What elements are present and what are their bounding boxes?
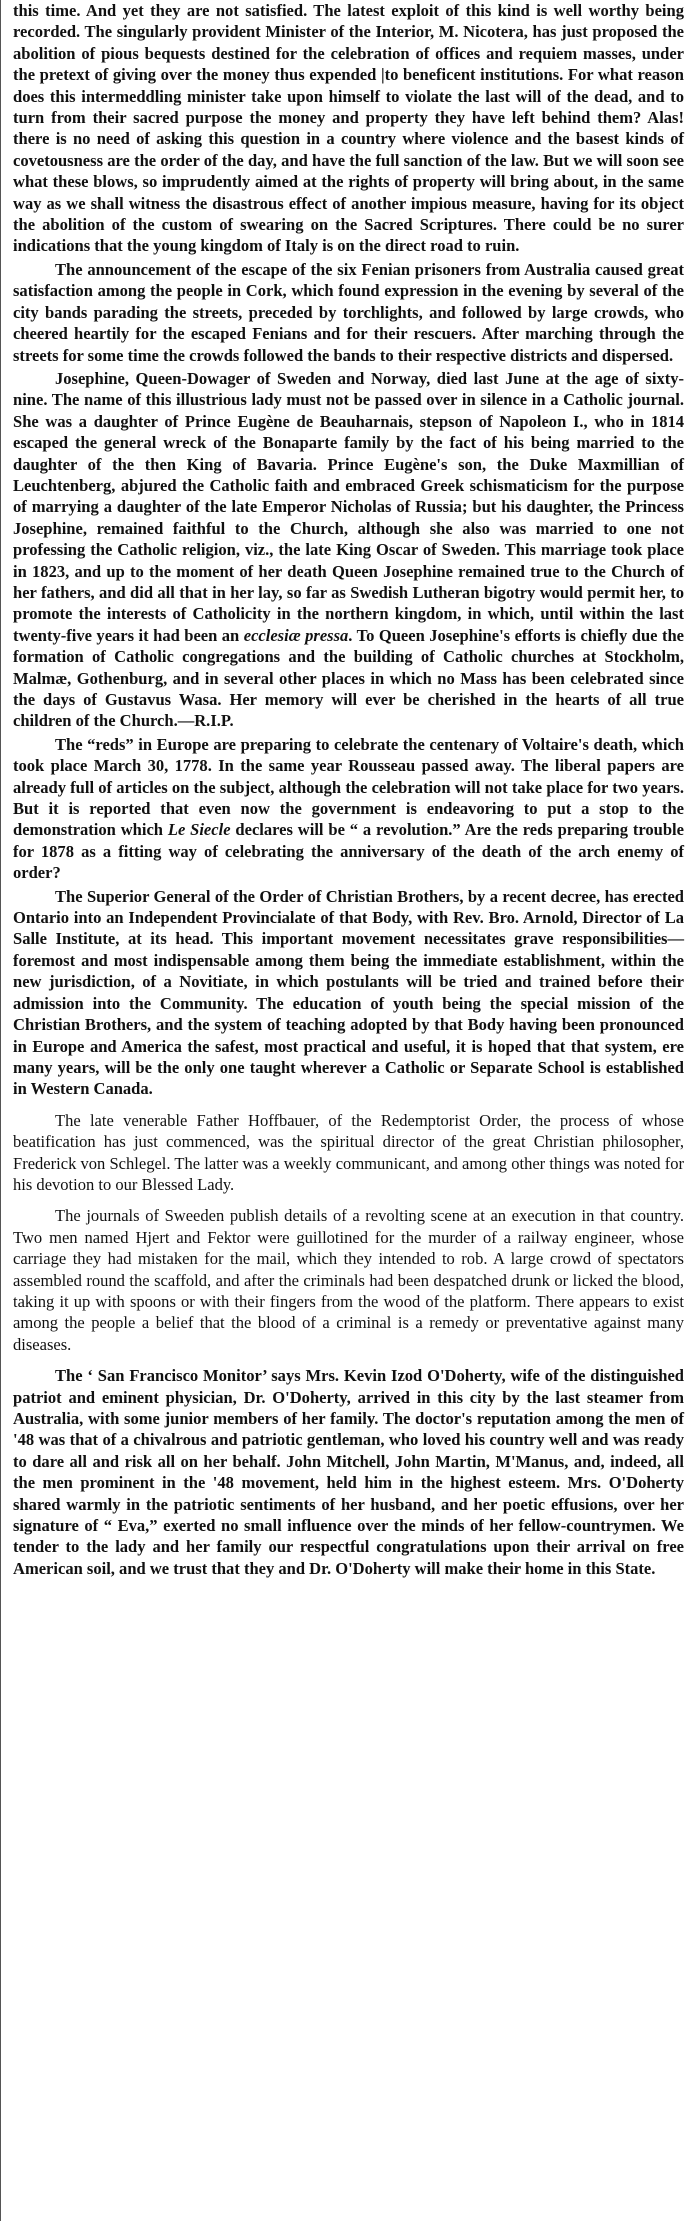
voltaire-italic: Le Siecle xyxy=(167,820,231,840)
paragraph-sweden-execution: The journals of Sweeden publish details of a revolting scene at an execution in that country. Two men named Hjert and Fektor were guillotined for the murder of a railway engineer, whose carriage they had mistaken for the mail, which they intended to rob. A large crowd of spectators assembled round the scaffold, and after the criminals had been despatched drunk or licked the blood, taking it up with spoons or with their fingers from the wood of the platform. There appears to exist among the people a belief that the blood of a criminal is a remedy or preventative against many diseases. xyxy=(13,1206,684,1354)
voltaire-text-2: declares will be “ a revolution.” Are the reds preparing trouble for 1878 as a fitting way of celebrating the anniversary of the death of the arch enemy of order? xyxy=(13,820,684,883)
paragraph-voltaire-centenary xyxy=(13,734,684,884)
paragraph-father-hoffbauer: The late venerable Father Hoffbauer, of the Redemptorist Order, the process of whose beatification has just commenced, was the spiritual director of the great Christian philosopher, Frederick von Schlegel. The latter was a weekly communicant, and among other things was noted for his devotion to our Blessed Lady. xyxy=(13,1110,684,1194)
paragraph-italian-bequests: this time. And yet they are not satisfied. The latest exploit of this kind is well worthy being recorded. The singularly provident Minister of the Interior, M. Nicotera, has just proposed the abolition of pious bequests destined for the celebration of offices and requiem masses, under the pretext of giving over the money thus expended |to beneficent institutions. For what reason does this intermeddling minister take upon himself to violate the last will of the dead, and to turn from their sacred purpose the money and property they have left behind them? Alas! there is no need of asking this question in a country where violence and the basest kinds of covetousness are the order of the day, and have the full sanction of the law. But we will soon see what these blows, so imprudently aimed at the rights of property will bring about, in the same way as we shall witness the disastrous effect of another impious measure, having for its object the abolition of the custom of swearing on the Sacred Scriptures. There could be no surer indications that the young kingdom of Italy is on the direct road to ruin. xyxy=(13,1,684,256)
paragraph-queen-josephine xyxy=(13,368,684,732)
voltaire-text-1: The “reds” in Europe are preparing to celebrate the centenary of Voltaire's death, which took place March 30, 1778. In the same year Rousseau passed away. The liberal papers are already full of articles on the subject, although the celebration will not take place for two years. But it is reported that even now the government is endeavoring to put a stop to the demonstration which xyxy=(13,734,684,840)
paragraph-christian-brothers: The Superior General of the Order of Christian Brothers, by a recent decree, has erected Ontario into an Independent Provincialate of that Body, with Rev. Bro. Arnold, Director of La Salle Institute, at its head. This important movement necessitates grave responsibilities—foremost and most indispensable among them being the immediate establishment, within the new jurisdiction, of a Novitiate, in which postulants will be tried and trained before their admission into the Community. The education of youth being the special mission of the Christian Brothers, and the system of teaching adopted by that Body having been pronounced in Europe and America the safest, most practical and useful, it is hoped that that system, ere many years, will be the only one taught wherever a Catholic or Separate School is established in Western Canada. xyxy=(13,886,684,1099)
paragraph-fenian-escape: The announcement of the escape of the six Fenian prisoners from Australia caused great satisfaction among the people in Cork, which found expression in the evening by several of the city bands parading the streets, preceded by torchlights, and followed by large crowds, who cheered heartily for the escaped Fenians and for their rescuers. After marching through the streets for some time the crowds followed the bands to their respective districts and dispersed. xyxy=(13,259,684,365)
queen-josephine-italic: ecclesiæ pressa xyxy=(243,625,349,645)
queen-josephine-text-1: Josephine, Queen-Dowager of Sweden and Norway, died last June at the age of sixty-nine. The name of this illustrious lady must not be passed over in silence in a Catholic journal. She was a daughter of Prince Eugène de Beauharnais, stepson of Napoleon I., who in 1814 escaped the general wreck of the Bonaparte family by the fact of his being married to the daughter of the then King of Bavaria. Prince Eugène's son, the Duke Maxmillian of Leuchtenberg, abjured the Catholic faith and embraced Greek schismaticism for the purpose of marrying a daughter of the late Emperor Nicholas of Russia; but his daughter, the Princess Josephine, remained faithful to the Church, although she also was married to one not professing the Catholic religion, viz., the late King Oscar of Sweden. This marriage took place in 1823, and up to the moment of her death Queen Josephine remained true to the Church of her fathers, and did all that in her lay, so far as Swedish Lutheran bigotry would permit her, to promote the interests of Catholicity in the northern kingdom, in which, until within the last twenty-five years it had been an xyxy=(13,368,684,645)
queen-josephine-text-2: . To Queen Josephine's efforts is chiefly due the formation of Catholic congregations and the building of Catholic churches at Stockholm, Malmæ, Gothenburg, and in several other places in which no Mass has been celebrated since the days of Gustavus Wasa. Her memory will ever be cherished in the hearts of all true children of the Church.—R.I.P. xyxy=(13,625,684,731)
paragraph-odoherty: The ‘ San Francisco Monitor’ says Mrs. Kevin Izod O'Doherty, wife of the distinguished patriot and eminent physician, Dr. O'Doherty, arrived in this city by the last steamer from Australia, with some junior members of her family. The doctor's reputation among the men of '48 was that of a chivalrous and patriotic gentleman, who loved his country well and was ready to dare all and risk all on her behalf. John Mitchell, John Martin, M'Manus, and, indeed, all the men prominent in the '48 movement, held him in the highest esteem. Mrs. O'Doherty shared warmly in the patriotic sentiments of her husband, and her poetic effusions, over her signature of “ Eva,” exerted no small influence over the minds of her fellow-countrymen. We tender to the lady and her family our respectful congratulations upon their arrival on free American soil, and we trust that they and Dr. O'Doherty will make their home in this State. xyxy=(13,1366,684,1578)
